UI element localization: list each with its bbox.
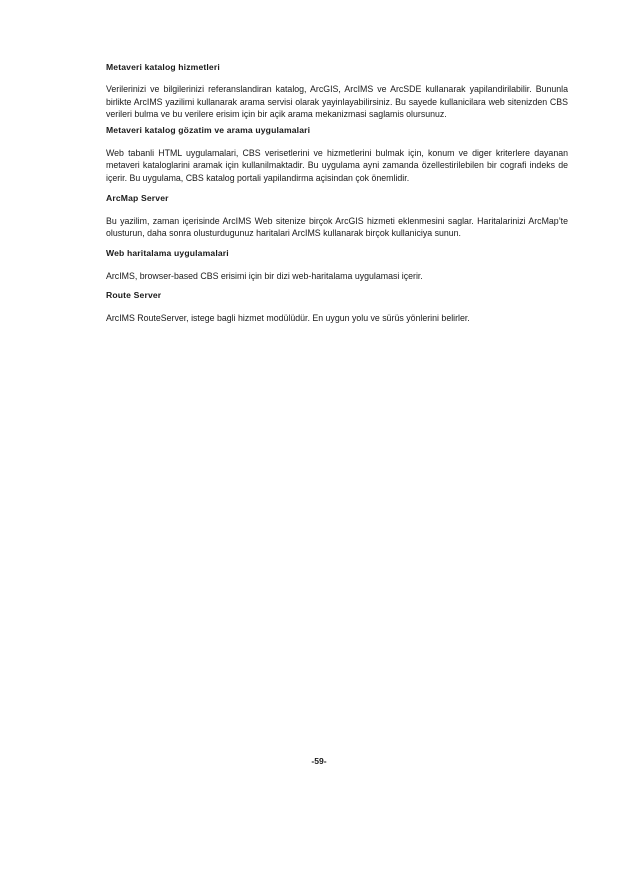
section-heading-gozatim-arama: Metaveri katalog gözatim ve arama uygulamalari: [106, 124, 311, 135]
section-paragraph-route-server: ArcIMS RouteServer, istege bagli hizmet modülüdür. En uygun yolu ve sürüs yönlerini belirler.: [106, 313, 470, 324]
section-paragraph-arcmap-server: Bu yazilim, zaman içerisinde ArcIMS Web sitenize birçok ArcGIS hizmeti eklenmesini saglar. Haritalarinizi ArcMap’te olusturun, daha sonra olusturdugunuz haritalari ArcIMS kullanarak birçok kullaniciya sunun.: [106, 215, 568, 239]
section-paragraph-gozatim-arama: Web tabanli HTML uygulamalari, CBS verisetlerini ve hizmetlerini bulmak için, konum ve diger kriterlere dayanan metaveri kataloglarini aramak için kullanilmaktadir. Bu uygulama ayni zamanda özellestirilebilen bir cografi indeks de içerir. Bu uygulama, CBS katalog portali yapilandirma açisindan çok önemlidir.: [106, 147, 568, 183]
document-body: [106, 62, 568, 325]
section-heading-web-haritalama: Web haritalama uygulamalari: [106, 247, 229, 258]
section-paragraph-metaveri-katalog-hizmetleri: Verilerinizi ve bilgilerinizi referanslandiran katalog, ArcGIS, ArcIMS ve ArcSDE kullanarak yapilandirilabilir. Bununla birlikte ArcIMS yazilimi kullanarak arama servisi olarak yayinlayabilirsiniz. Bu sayede kullanicilara web sitenizden CBS verileri bulma ve bu verilere erisim için bir açik arama mekanizmasi saglamis olursunuz.: [106, 84, 568, 120]
section-heading-metaveri-katalog-hizmetleri: Metaveri katalog hizmetleri: [106, 62, 220, 72]
section-heading-route-server: Route Server: [106, 290, 162, 301]
section-paragraph-web-haritalama: ArcIMS, browser-based CBS erisimi için bir dizi web-haritalama uygulamasi içerir.: [106, 270, 423, 281]
page-number: -59-: [311, 756, 327, 766]
section-heading-arcmap-server: ArcMap Server: [106, 192, 169, 203]
